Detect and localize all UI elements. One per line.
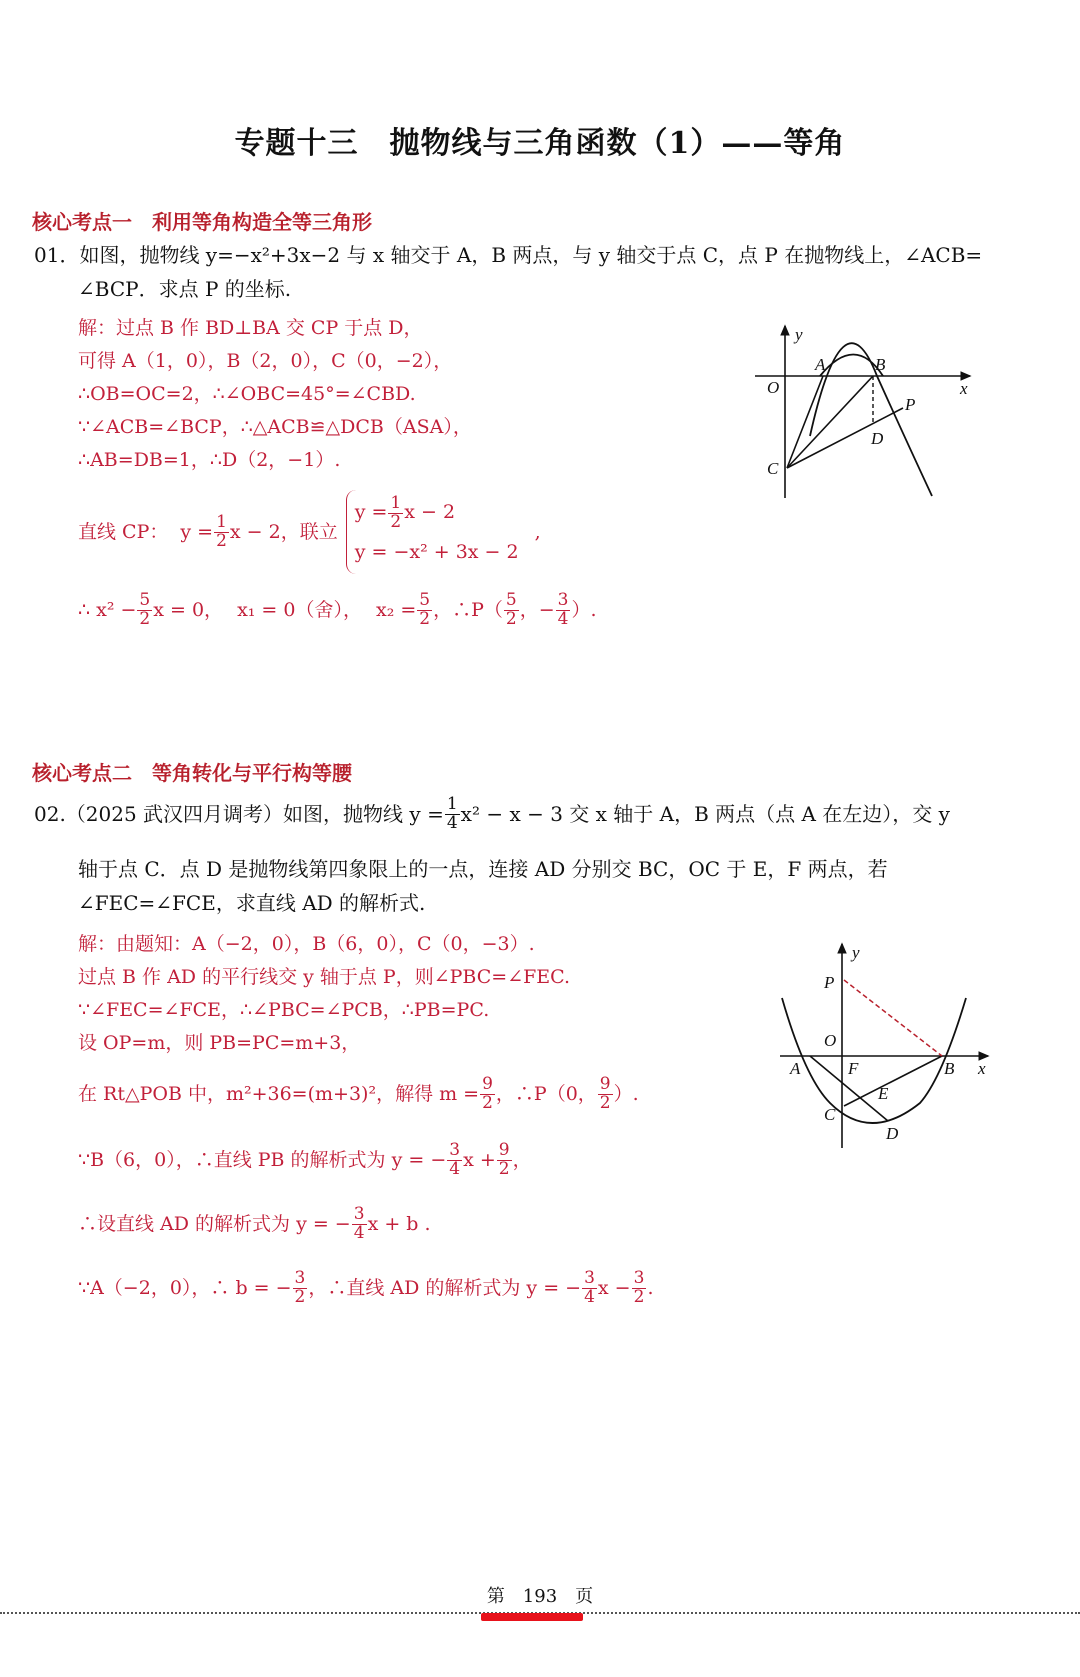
segment-pb xyxy=(844,980,942,1056)
fraction: $\frac{1}{4}$ xyxy=(446,794,458,833)
solution-2-line: 解：由题知：A（−2，0），B（6，0），C（0，−3）. xyxy=(78,933,535,955)
fraction: $\frac{9}{2}$ xyxy=(599,1074,611,1113)
fraction: $\frac{3}{4}$ xyxy=(584,1268,595,1307)
cp-prefix: 直线 CP： xyxy=(78,520,169,543)
label-y: y xyxy=(852,943,860,962)
solution-2-line-final: ∵A（−2，0），∴ b = − $\frac{3}{2}$ ，∴直线 AD 的解析式为 y = − $\frac{3}{4}$ x − $\frac{3}{2}$ . xyxy=(78,1268,654,1307)
solution-1-line: 解：过点 B 作 BD⊥BA 交 CP 于点 D， xyxy=(78,317,423,339)
solution-1-line-cp: 直线 CP： y = $\frac{1}{2}$ x − 2，联立 y = $\frac{1}{2}$ x − 2 y = −x² + 3x − 2 , xyxy=(78,490,678,574)
fraction: $\frac{9}{2}$ xyxy=(498,1140,510,1179)
label-o: O xyxy=(824,1031,837,1050)
label-f: F xyxy=(848,1059,859,1078)
label-a: A xyxy=(790,1059,801,1078)
fraction: $\frac{3}{4}$ xyxy=(353,1204,365,1243)
fraction: $\frac{1}{2}$ xyxy=(216,511,227,551)
section-heading-1: 核心考点一 利用等角构造全等三角形 xyxy=(32,210,372,234)
fraction: $\frac{3}{4}$ xyxy=(557,590,569,629)
solution-1-line: 可得 A（1，0），B（2，0），C（0，−2）， xyxy=(78,350,453,372)
solution-2-line: ∵∠FEC=∠FCE，∴∠PBC=∠PCB，∴PB=PC. xyxy=(78,999,490,1021)
fraction: $\frac{5}{2}$ xyxy=(419,590,431,629)
solution-1-line: ∴AB=DB=1，∴D（2，−1）. xyxy=(78,449,341,471)
fraction: $\frac{3}{2}$ xyxy=(294,1268,306,1307)
fraction: $\frac{5}{2}$ xyxy=(139,590,151,629)
label-p: P xyxy=(824,973,835,992)
label-c: C xyxy=(767,459,779,478)
page-title: 专题十三 抛物线与三角函数（1）——等角 xyxy=(234,126,846,161)
fraction: $\frac{3}{2}$ xyxy=(633,1268,645,1307)
solution-2-line-m: 在 Rt△POB 中，m²+36=(m+3)²，解得 m = $\frac{9}{2}$ ，∴P（0， $\frac{9}{2}$ ）. xyxy=(78,1074,639,1113)
label-a: A xyxy=(815,355,826,374)
fraction: $\frac{9}{2}$ xyxy=(482,1074,493,1113)
label-c: C xyxy=(824,1105,836,1124)
parabola xyxy=(782,998,966,1123)
section-heading-2: 核心考点二 等角转化与平行构等腰 xyxy=(32,761,352,785)
segment-cp xyxy=(787,408,903,468)
equation-system: y = $\frac{1}{2}$ x − 2 y = −x² + 3x − 2 xyxy=(346,490,529,574)
label-d: D xyxy=(871,429,884,448)
segment-cb xyxy=(844,1056,942,1106)
label-y: y xyxy=(795,325,803,344)
solution-2-line-pb: ∵B（6，0），∴直线 PB 的解析式为 y = − $\frac{3}{4}$ x + $\frac{9}{2}$ ， xyxy=(78,1140,532,1179)
cp-lhs: y = xyxy=(180,520,214,543)
segment-cb xyxy=(787,376,873,468)
fraction: $\frac{3}{4}$ xyxy=(449,1140,461,1179)
graph-2 xyxy=(770,938,995,1153)
solution-1-line: ∴OB=OC=2，∴∠OBC=45°=∠CBD. xyxy=(78,383,416,405)
problem-1-line1: 01．如图，抛物线 y=−x²+3x−2 与 x 轴交于 A，B 两点，与 y 轴交于点 C，点 P 在抛物线上，∠ACB= xyxy=(34,243,983,267)
label-x: x xyxy=(978,1059,986,1078)
solution-2-line-ad: ∴设直线 AD 的解析式为 y = − $\frac{3}{4}$ x + b . xyxy=(78,1204,431,1243)
label-o: O xyxy=(767,378,780,397)
solution-1-line-final: ∴ x² − $\frac{5}{2}$ x = 0， x₁ = 0（舍）， x₂ = $\frac{5}{2}$ ，∴P（ $\frac{5}{2}$ ，− $\frac{3}{4}$ ）. xyxy=(78,590,597,629)
label-d: D xyxy=(886,1124,899,1143)
segment-ca xyxy=(787,376,823,468)
problem-2-line1: 02.（2025 武汉四月调考）如图，抛物线 y = $\frac{1}{4}$ x² − x − 3 交 x 轴于 A，B 两点（点 A 在左边），交 y xyxy=(34,794,950,833)
parabola-top xyxy=(820,355,883,377)
solution-2-line: 过点 B 作 AD 的平行线交 y 轴于点 P，则∠PBC=∠FEC. xyxy=(78,966,571,988)
label-p: P xyxy=(905,395,916,414)
cp-rest: x − 2，联立 xyxy=(229,520,338,543)
problem-1-line2: ∠BCP．求点 P 的坐标. xyxy=(78,277,292,301)
solution-1 xyxy=(78,312,778,477)
graph-1 xyxy=(755,318,985,508)
problem-2-rest: 轴于点 C．点 D 是抛物线第四象限上的一点，连接 AD 分别交 BC，OC 于 E，F 两点，若 ∠FEC=∠FCE，求直线 AD 的解析式. xyxy=(78,857,888,915)
page-number: 第 193 页 xyxy=(486,1586,594,1607)
label-e: E xyxy=(878,1084,889,1103)
fraction: $\frac{5}{2}$ xyxy=(505,590,517,629)
footer-accent-bar xyxy=(481,1613,583,1621)
label-b: B xyxy=(875,355,886,374)
label-b: B xyxy=(944,1059,955,1078)
solution-1-line: ∵∠ACB=∠BCP，∴△ACB≌△DCB（ASA）， xyxy=(78,416,472,438)
solution-2-line: 设 OP=m，则 PB=PC=m+3， xyxy=(78,1032,361,1054)
solution-2 xyxy=(78,928,758,1060)
label-x: x xyxy=(960,379,968,398)
problem-1 xyxy=(34,238,1044,306)
